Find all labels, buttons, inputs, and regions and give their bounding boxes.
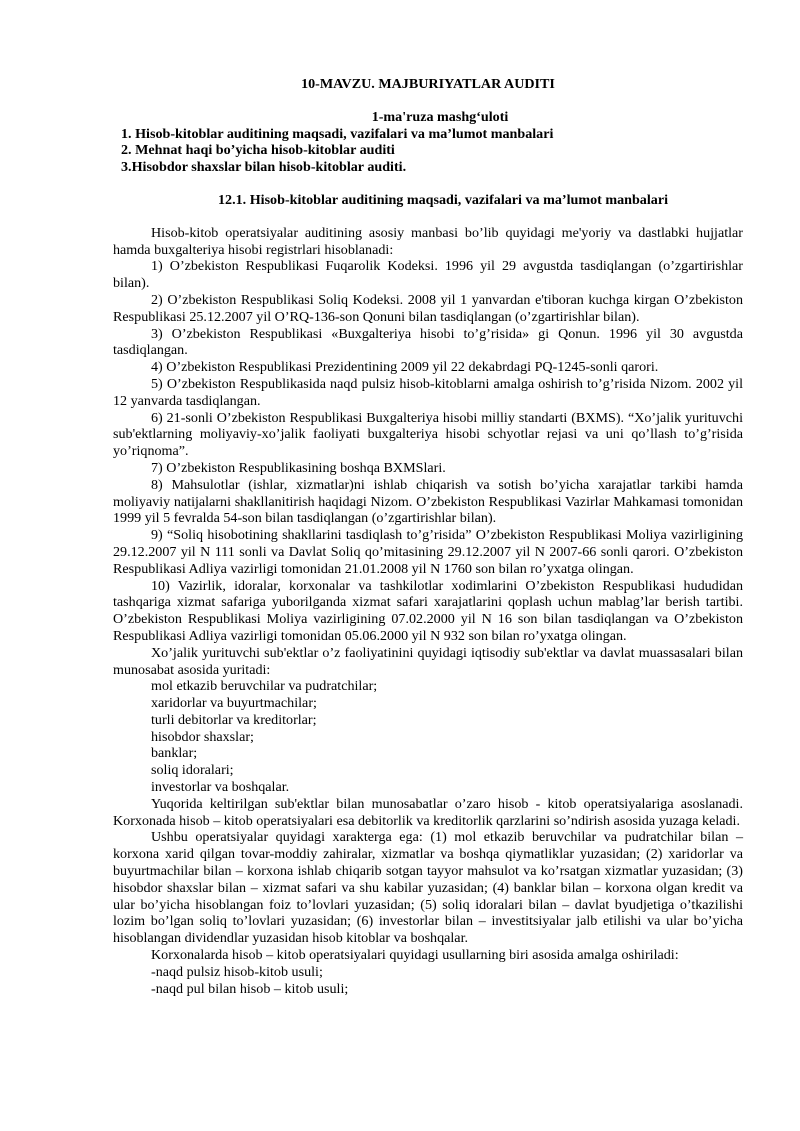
source-item: 9) “Soliq hisobotining shakllarini tasdiqlash to’g’risida” O’zbekiston Respublikasi Moliya vazirligining 29.12.2007 yil N 111 sonli va Davlat Soliq qo’mitasining 29.12.2007 yil N 2007-66 sonli qarori. O’zbekiston Respublikasi Adliya vazirligi tomonidan 21.01.2008 yil N 1760 son bilan ro’yxatga olingan. [113, 527, 743, 577]
relations-summary-paragraph: Yuqorida keltirilgan sub'ektlar bilan munosabatlar o’zaro hisob - kitob operatsiyalariga asoslanadi. Korxonada hisob – kitob operatsiyalari esa debitorlik va kreditorlik qarzlarini so’ndirish asosida yuzaga keladi. [113, 795, 743, 829]
relation-item: mol etkazib beruvchilar va pudratchilar; [151, 678, 378, 695]
topic-list [113, 126, 743, 176]
relation-item: hisobdor shaxslar; [151, 728, 254, 745]
sources-list [113, 258, 743, 644]
topic-item-1: 1. Hisob-kitoblar auditining maqsadi, vazifalari va ma’lumot manbalari [121, 125, 554, 142]
methods-list [113, 964, 743, 998]
section-heading: 12.1. Hisob-kitoblar auditining maqsadi, vazifalari va ma’lumot manbalari [217, 191, 668, 208]
source-item: 4) O’zbekiston Respublikasi Prezidentining 2009 yil 22 dekabrdagi PQ-1245-sonli qarori. [151, 359, 659, 376]
relations-intro-paragraph: Xo’jalik yurituvchi sub'ektlar o’z faoliyatinini quyidagi iqtisodiy sub'ektlar va davlat muassasalari bilan munosabat asosida yuritadi: [113, 644, 743, 678]
source-item: 1) O’zbekiston Respublikasi Fuqarolik Kodeksi. 1996 yil 29 avgustda tasdiqlangan (o’zgartirishlar bilan). [113, 258, 743, 292]
source-item: 7) O’zbekiston Respublikasining boshqa BXMSlari. [151, 459, 446, 476]
relation-item: banklar; [151, 745, 198, 762]
lecture-subtitle: 1-ma'ruza mashg‘uloti [371, 108, 509, 125]
method-item: -naqd pulsiz hisob-kitob usuli; [151, 963, 323, 980]
methods-intro-paragraph: Korxonalarda hisob – kitob operatsiyalari quyidagi usullarning biri asosida amalga oshiriladi: [151, 947, 679, 964]
intro-paragraph: Hisob-kitob operatsiyalar auditining asosiy manbasi bo’lib quyidagi me'yoriy va dastlabki hujjatlar hamda buxgalteriya hisobi registrlari hisoblanadi: [113, 224, 743, 258]
source-item: 6) 21-sonli O’zbekiston Respublikasi Buxgalteriya hisobi milliy standarti (BXMS). “Xo’jalik yurituvchi sub'ektlarning moliyaviy-xo’jalik faoliyati buxgalteriya hisobi schyotlar rejasi va uni qo’llash to’g’risida yo’riqnoma”. [113, 409, 743, 460]
relation-item: xaridorlar va buyurtmachilar; [151, 695, 317, 712]
method-item: -naqd pul bilan hisob – kitob usuli; [151, 980, 349, 997]
topic-item-3: 3.Hisobdor shaxslar bilan hisob-kitoblar auditi. [121, 159, 407, 176]
relation-item: investorlar va boshqalar. [151, 779, 290, 796]
source-item: 3) O’zbekiston Respublikasi «Buxgalteriya hisobi to’g’risida» gi Qonun. 1996 yil 30 avgustda tasdiqlangan. [113, 325, 743, 359]
source-item: 8) Mahsulotlar (ishlar, xizmatlar)ni ishlab chiqarish va sotish bo’yicha xarajatlar tarkibi hamda moliyaviy natijalarni shakllanitirish haqidagi Nizom. O’zbekiston Respublikasi Vazirlar Mahkamasi tomonidan 1999 yil 5 fevralda 54-son bilan tasdiqlangan (o’zgartirishlar bilan). [113, 476, 743, 527]
source-item: 10) Vazirlik, idoralar, korxonalar va tashkilotlar xodimlarini O’zbekiston Respublikasi hududidan tashqariga xizmat safariga yuborilganda xizmat safari xarajatlarini qoplash uchun mablag’lar berish tartibi. O’zbekiston Respublikasi Moliya vazirligining 07.02.2000 yil N 16 son bilan tasdiqlangan va O’zbekiston Respublikasi Adliya vazirligi tomonidan 05.06.2000 yil N 932 son bilan ro’yxatga olingan. [113, 577, 743, 644]
topic-item-2: 2. Mehnat haqi bo’yicha hisob-kitoblar auditi [121, 142, 395, 159]
relation-item: soliq idoralari; [151, 762, 234, 779]
document-title: 10-MAVZU. MAJBURIYATLAR AUDITI [301, 76, 555, 92]
relations-list [113, 678, 743, 796]
characteristics-paragraph: Ushbu operatsiyalar quyidagi xarakterga ega: (1) mol etkazib beruvchilar va pudratchilar bilan – korxona xarid qilgan tovar-moddiy zahiralar, xizmatlar va boshqa qiymatliklar yuzasidan; (2) xaridorlar va buyurtmachilar bilan – korxona ishlab chiqarib sotgan tayyor mahsulot va ko’rsatgan xizmatlar yuzasidan; (3) hisobdor shaxslar bilan – xizmat safari va shu kabilar yuzasidan; (4) banklar bilan – korxona olgan kredit va ular bo’yicha hisoblangan foiz to’lovlari yuzasidan; (5) soliq idoralari bilan – davlat byudjetiga o’tkazilishi lozim bo’lgan soliq to’lovlari yuzasidan; (6) investorlar bilan – investitsiyalar jalb etilishi va ular bo’yicha hisoblangan dividendlar yuzasidan hisob kitoblar va boshqalar. [113, 829, 743, 947]
source-item: 5) O’zbekiston Respublikasida naqd pulsiz hisob-kitoblarni amalga oshirish to’g’risida Nizom. 2002 yil 12 yanvarda tasdiqlangan. [113, 375, 743, 409]
relation-item: turli debitorlar va kreditorlar; [151, 711, 317, 728]
source-item: 2) O’zbekiston Respublikasi Soliq Kodeksi. 2008 yil 1 yanvardan e'tiboran kuchga kirgan O’zbekiston Respublikasi 25.12.2007 yil O’RQ-136-son Qonuni bilan tasdiqlangan (o’zgartirishlar bilan). [113, 291, 743, 325]
